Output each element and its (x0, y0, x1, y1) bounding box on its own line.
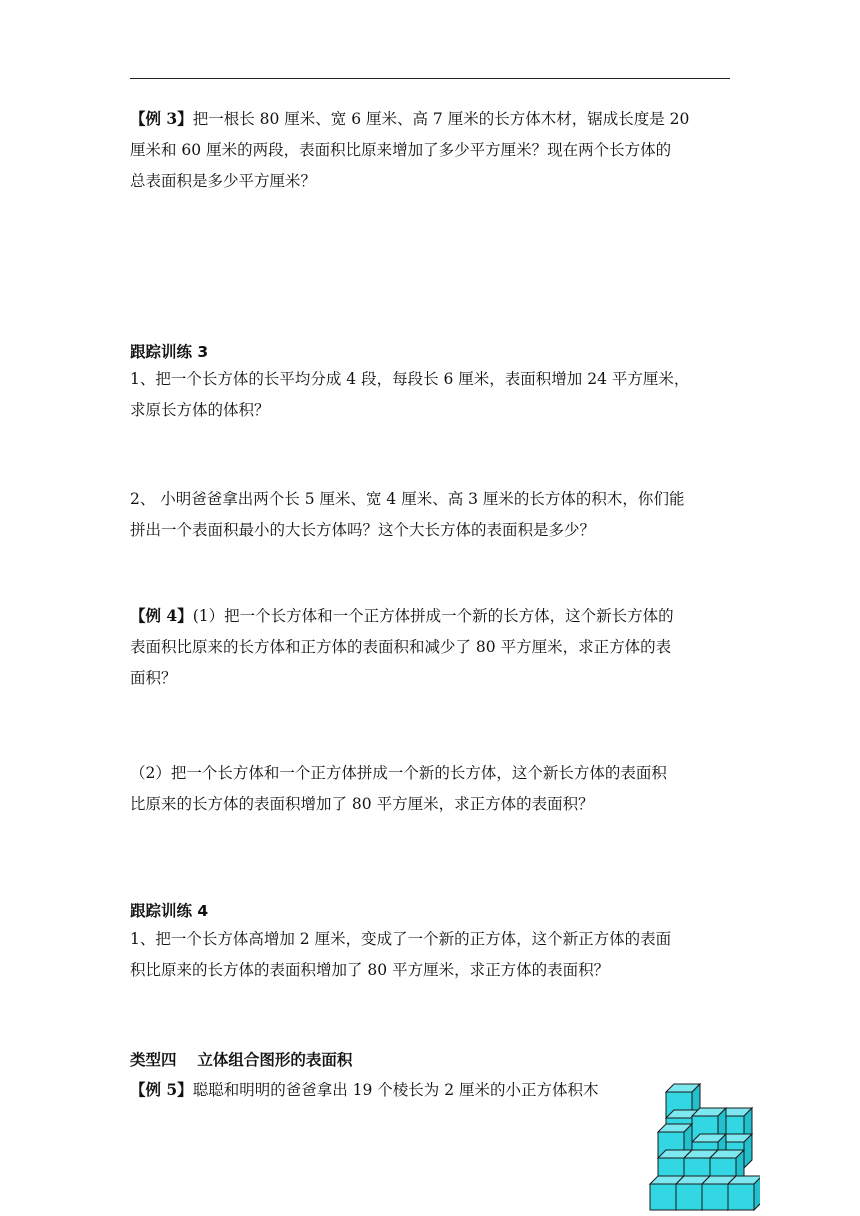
example-4-p2-line-1: （2）把一个长方体和一个正方体拼成一个新的长方体，这个新长方体的表面积 (130, 764, 667, 782)
example-4-p1-line-1: (1）把一个长方体和一个正方体拼成一个新的长方体，这个新长方体的 (192, 607, 674, 625)
example-3-line-2: 厘米和 60 厘米的两段，表面积比原来增加了多少平方厘米？现在两个长方体的 (130, 141, 672, 159)
example-3-line-3: 总表面积是多少平方厘米？ (130, 172, 317, 190)
training-4-q1-line-1: 1、把一个长方体高增加 2 厘米，变成了一个新的正方体，这个新正方体的表面 (130, 930, 672, 948)
cube-stack-figure (640, 1078, 760, 1216)
header-rule (130, 78, 730, 79)
training-3-question-2 (130, 484, 734, 546)
training-3-q1-line-1: 1、把一个长方体的长平均分成 4 段，每段长 6 厘米，表面积增加 24 平方厘米， (130, 370, 690, 388)
example-3-line-1: 把一根长 80 厘米、宽 6 厘米、高 7 厘米的长方体木材，锯成长度是 20 (192, 110, 690, 128)
training-3-question-1 (130, 364, 734, 426)
example-4-p2-line-2: 比原来的长方体的表面积增加了 80 平方厘米，求正方体的表面积？ (130, 795, 594, 813)
example-4-part-2 (130, 758, 734, 820)
example-5-text: 聪聪和明明的爸爸拿出 19 个棱长为 2 厘米的小正方体积木 (192, 1081, 599, 1099)
type-4-title: 类型四 立体组合图形的表面积 (130, 1051, 353, 1069)
example-3 (130, 103, 734, 197)
example-5-tag: 【例 5】 (130, 1080, 193, 1099)
example-4-part-1 (130, 600, 734, 694)
training-3-q2-line-2: 拼出一个表面积最小的大长方体吗？这个大长方体的表面积是多少？ (130, 521, 596, 539)
training-4-question-1 (130, 924, 734, 986)
example-4-tag: 【例 4】 (130, 606, 193, 625)
training-3-title: 跟踪训练 3 (130, 343, 209, 361)
cube (728, 1176, 760, 1210)
training-4-title: 跟踪训练 4 (130, 902, 209, 920)
example-4-p1-line-2: 表面积比原来的长方体和正方体的表面积和减少了 80 平方厘米，求正方体的表 (130, 638, 672, 656)
training-4-q1-line-2: 积比原来的长方体的表面积增加了 80 平方厘米，求正方体的表面积？ (130, 961, 610, 979)
training-3-q2-line-1: 2、 小明爸爸拿出两个长 5 厘米、宽 4 厘米、高 3 厘米的长方体的积木，你们能 (130, 490, 685, 508)
example-3-tag: 【例 3】 (130, 109, 193, 128)
training-3-q1-line-2: 求原长方体的体积？ (130, 401, 270, 419)
example-4-p1-line-3: 面积？ (130, 669, 177, 687)
